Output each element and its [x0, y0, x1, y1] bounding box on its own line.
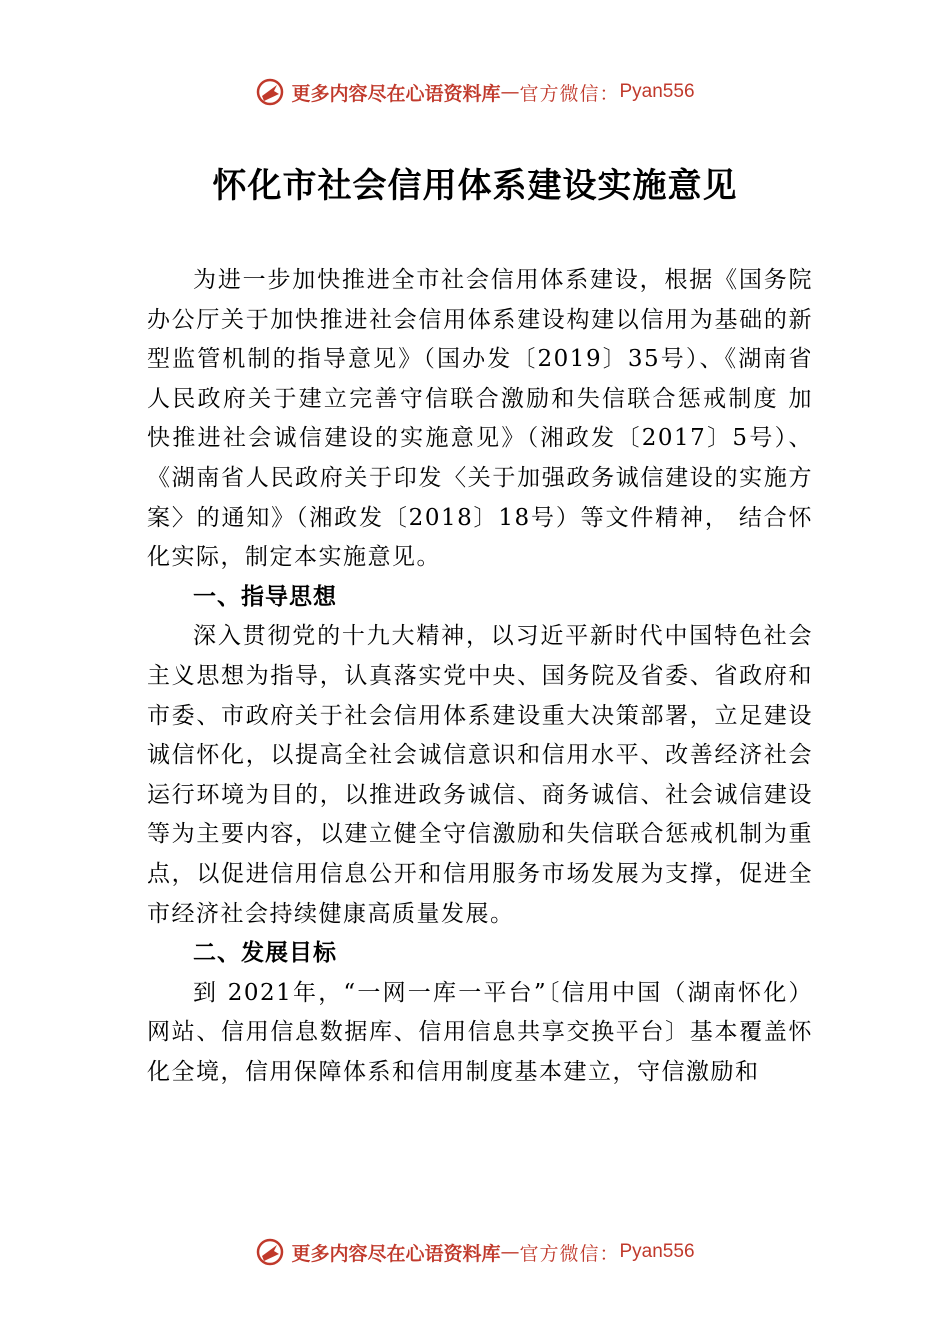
footer-banner [0, 1232, 950, 1272]
brand-logo-icon [255, 1237, 285, 1267]
banner-wechat-id: Pyan556 [619, 81, 695, 102]
banner-wechat-label: 官方微信： [519, 1242, 620, 1265]
section-heading-development-goals: 二、发展目标 [193, 940, 337, 967]
document-body [147, 261, 813, 1092]
banner-wechat-id: Pyan556 [619, 1241, 695, 1262]
section-paragraph-development-goals: 到 2021年，“一网一库一平台”〔信用中国（湖南怀化）网站、信用信息数据库、信用信息共享交换平台〕基本覆盖怀化全境，信用保障体系和信用制度基本建立，守信激励和 [147, 979, 813, 1085]
banner-separator: — [500, 81, 520, 103]
section-heading-guiding-ideology: 一、指导思想 [193, 583, 337, 610]
document-title: 怀化市社会信用体系建设实施意见 [212, 166, 738, 206]
banner-wechat-label: 官方微信： [519, 82, 620, 105]
header-banner [0, 72, 950, 112]
brand-logo-icon [255, 77, 285, 107]
intro-paragraph: 为进一步加快推进全市社会信用体系建设，根据《国务院办公厅关于加快推进社会信用体系建设构建以信用为基础的新型监管机制的指导意见》（国办发〔2019〕35号）、《湖南省人民政府关于建立完善守信联合激励和失信联合惩戒制度 加快推进社会诚信建设的实施意见》（湘政发〔2017〕5号）、《湖南省人民政府关于印发〈关于加强政务诚信建设的实施方案〉的通知》（湘政发〔2018〕18号）等文件精神， 结合怀化实际，制定本实施意见。 [147, 267, 813, 571]
banner-brand-text: 更多内容尽在心语资料库 [291, 82, 501, 105]
banner-separator: — [500, 1241, 520, 1263]
banner-brand-text: 更多内容尽在心语资料库 [291, 1242, 501, 1265]
section-paragraph-guiding-ideology: 深入贯彻党的十九大精神，以习近平新时代中国特色社会主义思想为指导，认真落实党中央、国务院及省委、省政府和市委、市政府关于社会信用体系建设重大决策部署，立足建设诚信怀化，以提高全社会诚信意识和信用水平、改善经济社会运行环境为目的，以推进政务诚信、商务诚信、社会诚信建设等为主要内容，以建立健全守信激励和失信联合惩戒机制为重点，以促进信用信息公开和信用服务市场发展为支撑，促进全市经济社会持续健康高质量发展。 [147, 623, 813, 927]
